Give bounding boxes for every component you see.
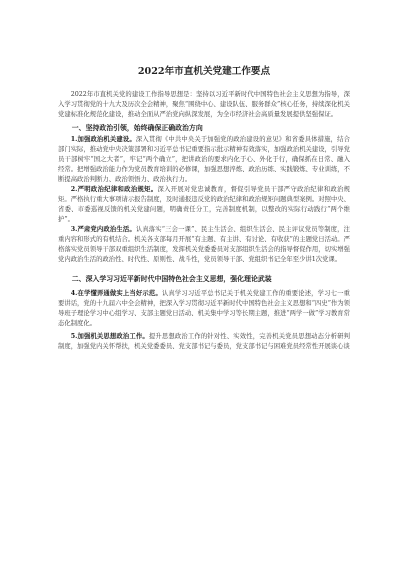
item-5-heading: 5.加强机关思想政治工作。 <box>70 333 149 340</box>
item-5-paragraph <box>58 332 350 352</box>
item-3-text: 认真落实“三会一课”、民主生活会、组织生活会、民主评议党员等制度，注重内容和形式的有机结合。机关各支部每月开展“有主题、有主讲、有讨论、有收获”的主题党日活动。严格落实党员领导干部双重组织生活制度，发挥机关党委委员对支部组织生活会的指导督促作用，切实增强党内政治生活的政治性、时代性、原则性、战斗性，党员领导干部、党组织书记全年至少讲1次党课。 <box>58 226 350 263</box>
item-2-paragraph <box>58 185 350 225</box>
item-3-heading: 3.严肃党内政治生活。 <box>70 226 136 233</box>
item-5-text: 提升思想政治工作的针对性、实效性，完善机关党员思想动态分析研判制度，加强党内关怀帮扶，机关党委委员、党支部书记与委员，党支部书记与困难党员经常性开展谈心谈 <box>58 333 350 350</box>
item-2-text: 深入开展对党忠诚教育，督促引导党员干部严守政治纪律和政治规矩。严格执行重大事项请示报告制度，及时通报违反党的政治纪律和政治规矩问题典型案例。对照中央、省委、市委巡视反馈的机关党建问题，明确责任分工，完善制度机制，以整改的实际行动践行“两个维护”。 <box>58 186 350 223</box>
intro-paragraph: 2022年市直机关党的建设工作指导思想是：坚持以习近平新时代中国特色社会主义思想为指导，深入学习贯彻党的十九大及历次全会精神，聚焦“围绕中心、建设队伍、服务群众”核心任务，持续深化机关党建标准化规范化建设，推动全面从严治党向纵深发展，为全市经济社会高质量发展提供坚强保证。 <box>58 91 350 118</box>
item-1-text: 深入贯彻《中共中央关于加强党的政治建设的意见》和省委具体措施，结合部门实际，推动党中央决策部署和习近平总书记重要指示批示精神有效落实，加强政治机关建设，引导党员干部树牢“国之大者”，牢记“两个确立”，把讲政治的要求内化于心、外化于行，确保抓在日常、融入经常。把增强政治能力作为党员教育培训的必修课，加强思想淬炼、政治历练、实践锻炼、专业训练，不断提高政治判断力、政治领悟力、政治执行力。 <box>58 136 350 183</box>
item-1-heading: 1.加强政治机关建设。 <box>70 136 136 143</box>
page-title: 2022年市直机关党建工作要点 <box>137 66 271 77</box>
item-4-text: 认真学习习近平总书记关于机关党建工作的重要论述，学习七一重要讲话，党的十九届六中全会精神，把深入学习贯彻习近平新时代中国特色社会主义思想和“四史”作为领导班子理论学习中心组学习、支部主题党日活动、机关集中学习等长期主题，推进“两学一做”学习教育常态化制度化。 <box>58 290 350 327</box>
item-1-paragraph <box>58 135 350 185</box>
section-1-heading: 一、坚持政治引领，始终确保正确政治方向 <box>71 124 203 132</box>
section-2-heading: 二、深入学习习近平新时代中国特色社会主义思想，强化理论武装 <box>71 275 272 283</box>
item-3-paragraph <box>58 225 350 265</box>
item-2-heading: 2.严明政治纪律和政治规矩。 <box>70 186 158 193</box>
item-4-paragraph <box>58 289 350 329</box>
item-4-heading: 4.在学懂弄通做实上当好示范。 <box>70 290 162 297</box>
